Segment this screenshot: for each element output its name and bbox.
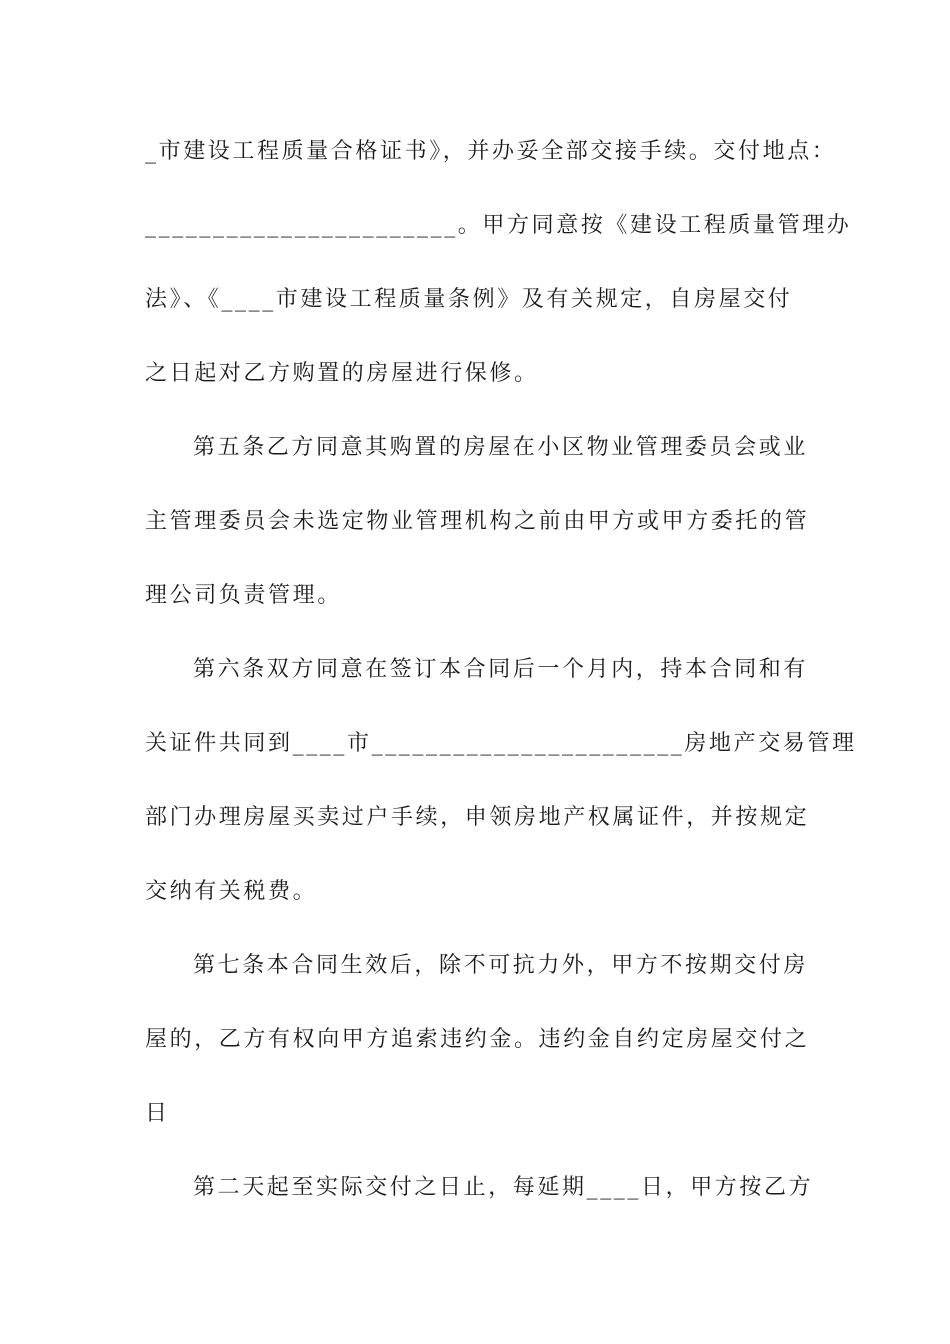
text-line: 日 <box>145 1101 170 1126</box>
text-line: _______________________。甲方同意按《建设工程质量管理办 <box>145 213 852 238</box>
text-line: 主管理委员会未选定物业管理机构之前由甲方或甲方委托的管 <box>145 509 810 534</box>
text-line: _市建设工程质量合格证书》，并办妥全部交接手续。交付地点： <box>145 139 837 164</box>
text-line: 理公司负责管理。 <box>145 583 342 608</box>
text-line: 关证件共同到____市_______________________房地产交易管理 <box>145 731 857 756</box>
text-line: 第二天起至实际交付之日止，每延期____日，甲方按乙方 <box>193 1175 814 1200</box>
text-line: 交纳有关税费。 <box>145 879 318 904</box>
paragraph-article-6: 第六条双方同意在签订本合同后一个月内，持本合同和有 <box>193 657 809 682</box>
paragraph-article-5: 第五条乙方同意其购置的房屋在小区物业管理委员会或业 <box>193 435 809 460</box>
text-line: 法》、《____市建设工程质量条例》及有关规定，自房屋交付 <box>145 287 793 312</box>
text-line: 屋的，乙方有权向甲方追索违约金。违约金自约定房屋交付之 <box>145 1027 810 1052</box>
text-line: 之日起对乙方购置的房屋进行保修。 <box>145 361 539 386</box>
text-line: 部门办理房屋买卖过户手续，申领房地产权属证件，并按规定 <box>145 805 810 830</box>
paragraph-article-7: 第七条本合同生效后，除不可抗力外，甲方不按期交付房 <box>193 953 809 978</box>
